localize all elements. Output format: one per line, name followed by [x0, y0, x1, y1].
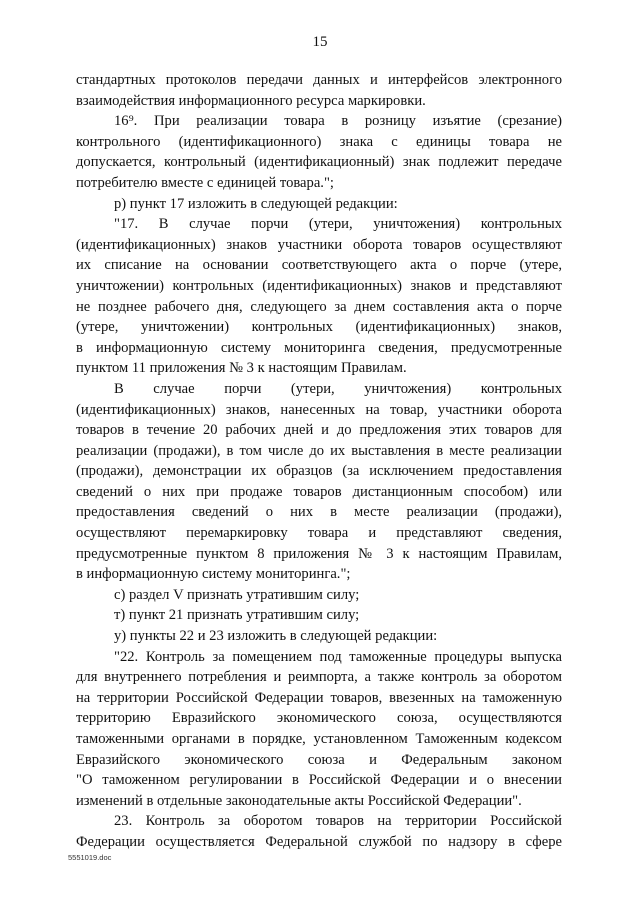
text-line: пунктом 11 приложения № 3 к настоящим Правилам.	[76, 360, 407, 377]
text-line: (утере, уничтожении) контрольных (идентификационных) знаков,	[76, 319, 562, 336]
text-line: с) раздел V признать утратившим силу;	[114, 586, 360, 603]
text-line: в информационную систему мониторинга.";	[76, 566, 351, 583]
text-line: "О таможенном регулировании в Российской Федерации и о внесении	[76, 772, 562, 789]
text-line: территорию Евразийского экономического союза, осуществляются	[76, 710, 562, 727]
text-line: для внутреннего потребления и реимпорта, а также контроль за оборотом	[76, 669, 562, 686]
text-line: 16⁹. При реализации товара в розницу изъятие (срезание)	[114, 113, 562, 130]
footer-filename: 5551019.doc	[68, 853, 112, 862]
document-body	[76, 70, 562, 853]
text-line: (продажи), демонстрации их образцов (за исключением предоставления	[76, 463, 562, 480]
text-line: предусмотренные пунктом 8 приложения № 3 к настоящим Правилам,	[76, 545, 562, 562]
text-line: изменений в отдельные законодательные акты Российской Федерации".	[76, 792, 522, 809]
text-line: их списание на основании соответствующего акта о порче (утере,	[76, 257, 562, 274]
text-line: предоставления сведений о них в месте реализации (продажи),	[76, 504, 562, 521]
page-number: 15	[312, 34, 328, 50]
text-line: 23. Контроль за оборотом товаров на территории Российской	[114, 813, 562, 830]
text-line: таможенными органами в порядке, установленном Таможенным кодексом	[76, 731, 562, 747]
text-line: на территории Российской Федерации товаров, ввезенных на таможенную	[76, 689, 562, 706]
text-line: уничтожении) контрольных (идентификационных) знаков и представляют	[76, 277, 562, 294]
text-line: взаимодействия информационного ресурса маркировки.	[76, 92, 426, 109]
text-line: "22. Контроль за помещением под таможенные процедуры выпуска	[114, 648, 562, 665]
text-line: реализации (продажи), в том числе до их выставления в месте реализации	[76, 442, 562, 459]
text-line: (идентификационных) знаков участники оборота товаров осуществляют	[76, 236, 562, 253]
text-line: в информационную систему мониторинга сведения, предусмотренные	[76, 339, 562, 356]
text-line: "17. В случае порчи (утери, уничтожения) контрольных	[114, 216, 562, 233]
text-line: контрольного (идентификационного) знака с единицы товара не	[76, 133, 562, 150]
text-line: (идентификационных) знаков, нанесенных на товар, участники оборота	[76, 401, 562, 418]
text-line: Евразийского экономического союза и Федеральным законом	[76, 751, 562, 768]
text-line: допускается, контрольный (идентификационный) знак подлежит передаче	[76, 154, 562, 171]
text-line: товаров в течение 20 рабочих дней и до предложения этих товаров для	[76, 422, 562, 439]
text-line: Федерации осуществляется Федеральной службой по надзору в сфере	[76, 833, 562, 850]
text-line: осуществляют перемаркировку товара и представляют сведения,	[76, 525, 562, 542]
text-line: р) пункт 17 изложить в следующей редакции:	[114, 195, 398, 212]
text-line: т) пункт 21 признать утратившим силу;	[114, 607, 360, 624]
text-line: у) пункты 22 и 23 изложить в следующей редакции:	[114, 628, 438, 645]
text-line: не позднее рабочего дня, следующего за днем составления акта о порче	[76, 298, 562, 315]
text-line: стандартных протоколов передачи данных и интерфейсов электронного	[76, 72, 562, 88]
text-line: потребителю вместе с единицей товара.";	[76, 174, 334, 191]
text-line: сведений о них при продаже товаров дистанционным способом) или	[76, 483, 562, 500]
text-line: В случае порчи (утери, уничтожения) контрольных	[114, 380, 562, 397]
